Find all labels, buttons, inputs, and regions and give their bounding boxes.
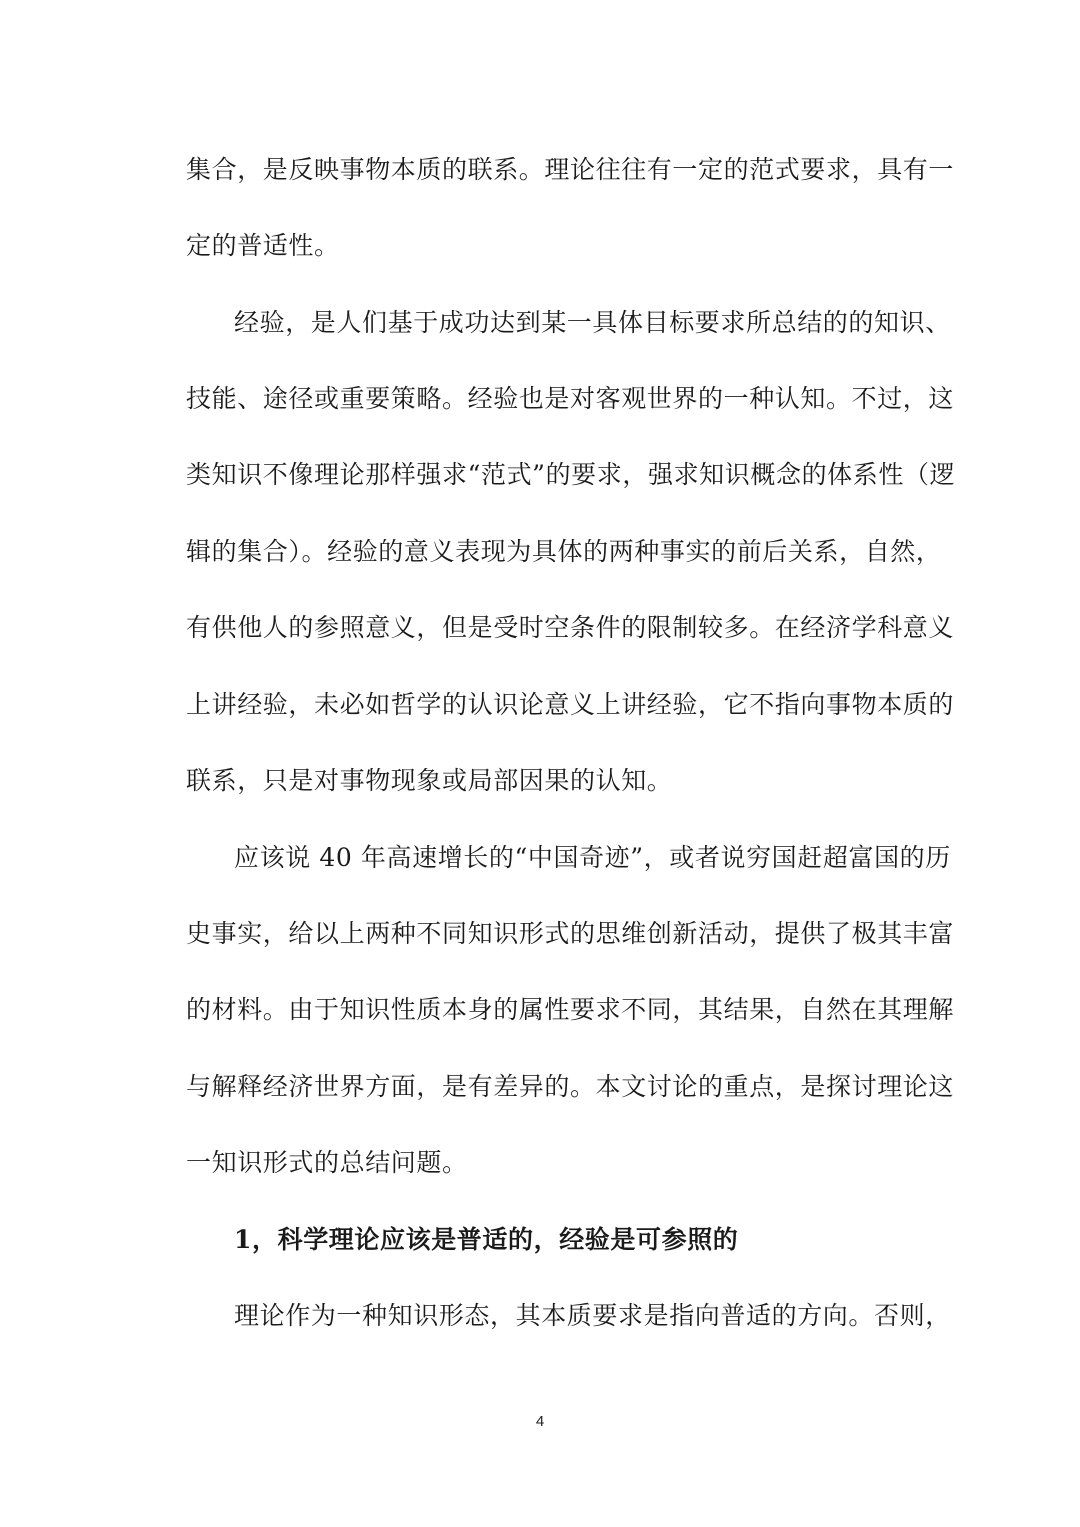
text-line: 理论作为一种知识形态，其本质要求是指向普适的方向。否则，	[234, 1301, 951, 1330]
text-line: 经验，是人们基于成功达到某一具体目标要求所总结的的知识、	[234, 308, 951, 337]
text-line: 的材料。由于知识性质本身的属性要求不同，其结果，自然在其理解	[186, 995, 955, 1024]
text-line: 应该说 40 年高速增长的“中国奇迹”，或者说穷国赶超富国的历	[234, 843, 951, 872]
text-line: 技能、途径或重要策略。经验也是对客观世界的一种认知。不过，这	[186, 384, 955, 413]
text-line: 与解释经济世界方面，是有差异的。本文讨论的重点，是探讨理论这	[186, 1072, 955, 1101]
text-line: 集合，是反映事物本质的联系。理论往往有一定的范式要求，具有一	[186, 155, 955, 184]
text-line: 联系，只是对事物现象或局部因果的认知。	[186, 766, 673, 795]
text-line: 上讲经验，未必如哲学的认识论意义上讲经验，它不指向事物本质的	[186, 690, 955, 719]
text-line: 史事实，给以上两种不同知识形式的思维创新活动，提供了极其丰富	[186, 919, 955, 948]
text-line: 一知识形式的总结问题。	[186, 1148, 468, 1177]
section-heading: 1，科学理论应该是普适的，经验是可参照的	[234, 1225, 739, 1254]
text-line: 辑的集合）。经验的意义表现为具体的两种事实的前后关系，自然，	[186, 537, 942, 566]
text-line: 定的普适性。	[186, 231, 340, 260]
text-line: 有供他人的参照意义，但是受时空条件的限制较多。在经济学科意义	[186, 613, 955, 642]
text-line: 类知识不像理论那样强求“范式”的要求，强求知识概念的体系性（逻	[186, 460, 956, 489]
page-number: 4	[535, 1413, 545, 1430]
